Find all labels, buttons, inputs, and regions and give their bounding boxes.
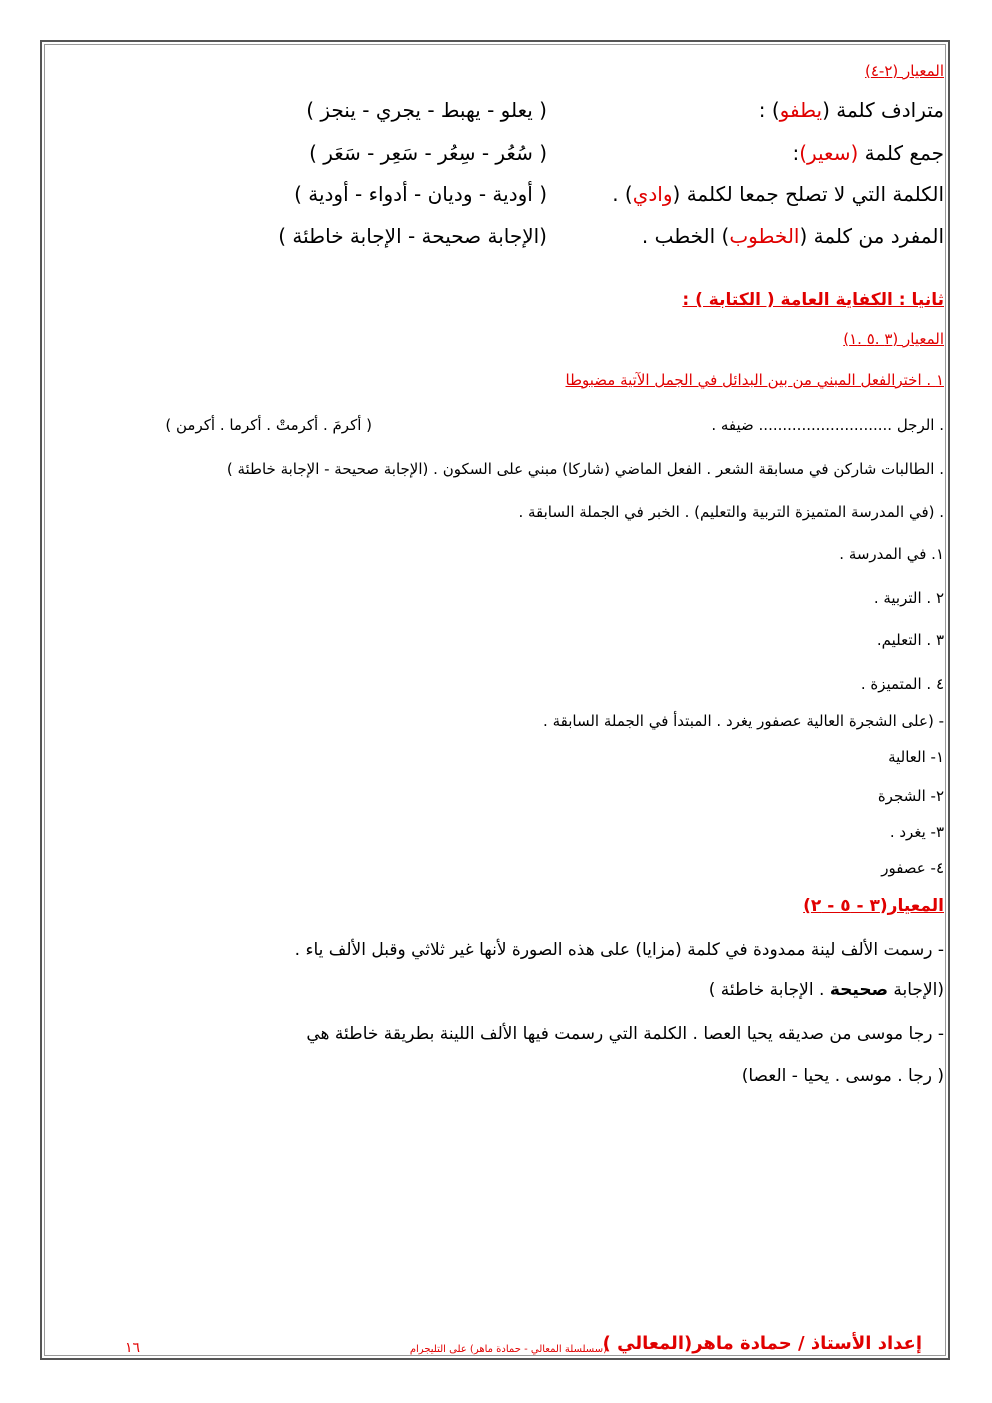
list-item: ٤ . المتميزة . <box>860 675 944 693</box>
wrong-alif-question: - رجا موسى من صديقه يحيا العصا . الكلمة التي رسمت فيها الألف اللينة بطريقة خاطئة هي <box>306 1024 944 1044</box>
verb-choices: ( أكرمَ . أكرمتْ . أكرما . أكرمن ) <box>165 416 372 434</box>
q-word: (سعير) <box>799 141 859 165</box>
plural-choices: ( سُعُر - سِعُر - سَعِر - سَعَر ) <box>309 141 547 165</box>
criterion-3-5-2: المعيار(٣ - ٥ - ٢) <box>803 896 944 916</box>
list-item: ١. في المدرسة . <box>839 545 944 563</box>
q-suffix: : <box>792 141 800 165</box>
q-word: الخطوب <box>729 224 800 248</box>
wrong-alif-choices: ( رجا . موسى . يحيا - العصا) <box>741 1066 944 1086</box>
list-item: ١- العالية <box>888 748 944 766</box>
q-prefix: مترادف كلمة ( <box>822 98 944 122</box>
page-number: ١٦ <box>125 1340 141 1356</box>
singular-question <box>642 224 944 248</box>
q-suffix: ) الخطب . <box>641 224 730 248</box>
q-prefix: الكلمة التي لا تصلح جمعا لكلمة ( <box>672 182 944 206</box>
criterion-3-5-1: المعيار (٣ .٥ .١) <box>843 330 944 348</box>
invalid-plural-question <box>612 182 944 206</box>
answer-correct: صحيحة <box>829 980 888 1000</box>
synonym-question <box>759 98 944 122</box>
list-item: ٣ . التعليم. <box>876 631 944 649</box>
q-word: وادي <box>632 182 673 206</box>
q-prefix: المفرد من كلمة ( <box>799 224 944 248</box>
alif-question: - رسمت الألف لينة ممدودة في كلمة (مزايا) على هذه الصورة لأنها غير ثلاثي وقبل الألف ياء . <box>294 940 944 960</box>
singular-choices: (الإجابة صحيحة - الإجابة خاطئة ) <box>278 224 547 248</box>
invalid-plural-choices: ( أودية - وديان - أدواء - أودية ) <box>294 182 547 206</box>
instruction-line: ١ . اخترالفعل المبني من بين البدائل في الجمل الآتية مضبوطا <box>565 371 944 389</box>
predicate-question: . (في المدرسة المتميزة التربية والتعليم) . الخبر في الجملة السابقة . <box>518 503 944 521</box>
past-verb-question: . الطالبات شاركن في مسابقة الشعر . الفعل الماضي (شاركا) مبني على السكون . (الإجابة صحيحة - الإجابة خاطئة ) <box>226 460 944 478</box>
q-suffix: ) . <box>612 182 633 206</box>
alif-answer <box>709 980 944 1000</box>
list-item: ٣- يغرد . <box>889 823 944 841</box>
criterion-2-4: المعيار (٢-٤) <box>864 62 944 80</box>
footer-series: (سسلسلة المعالي - حمادة ماهر) على التليجرام <box>409 1344 607 1355</box>
list-item: ٤- عصفور <box>881 859 944 877</box>
q-word: يطفو <box>779 98 823 122</box>
plural-question <box>792 141 944 165</box>
answer-rest: . الإجابة خاطئة ) <box>708 980 825 1000</box>
footer-author: إعداد الأستاذ / حمادة ماهر(المعالي ) <box>602 1333 922 1354</box>
q-prefix: جمع كلمة <box>864 141 944 165</box>
verb-question: . الرجل ............................ ضيفه . <box>711 416 944 434</box>
subject-question: - (على الشجرة العالية عصفور يغرد . المبتدأ في الجملة السابقة . <box>543 712 944 730</box>
section-heading-writing: ثانيا : الكفاية العامة ( الكتابة ) : <box>682 290 944 310</box>
q-suffix: ) : <box>758 98 780 122</box>
list-item: ٢ . التربية . <box>873 589 944 607</box>
answer-open: (الإجابة <box>893 980 944 1000</box>
list-item: ٢- الشجرة <box>877 787 944 805</box>
synonym-choices: ( يعلو - يهبط - يجري - ينجز ) <box>306 98 547 122</box>
